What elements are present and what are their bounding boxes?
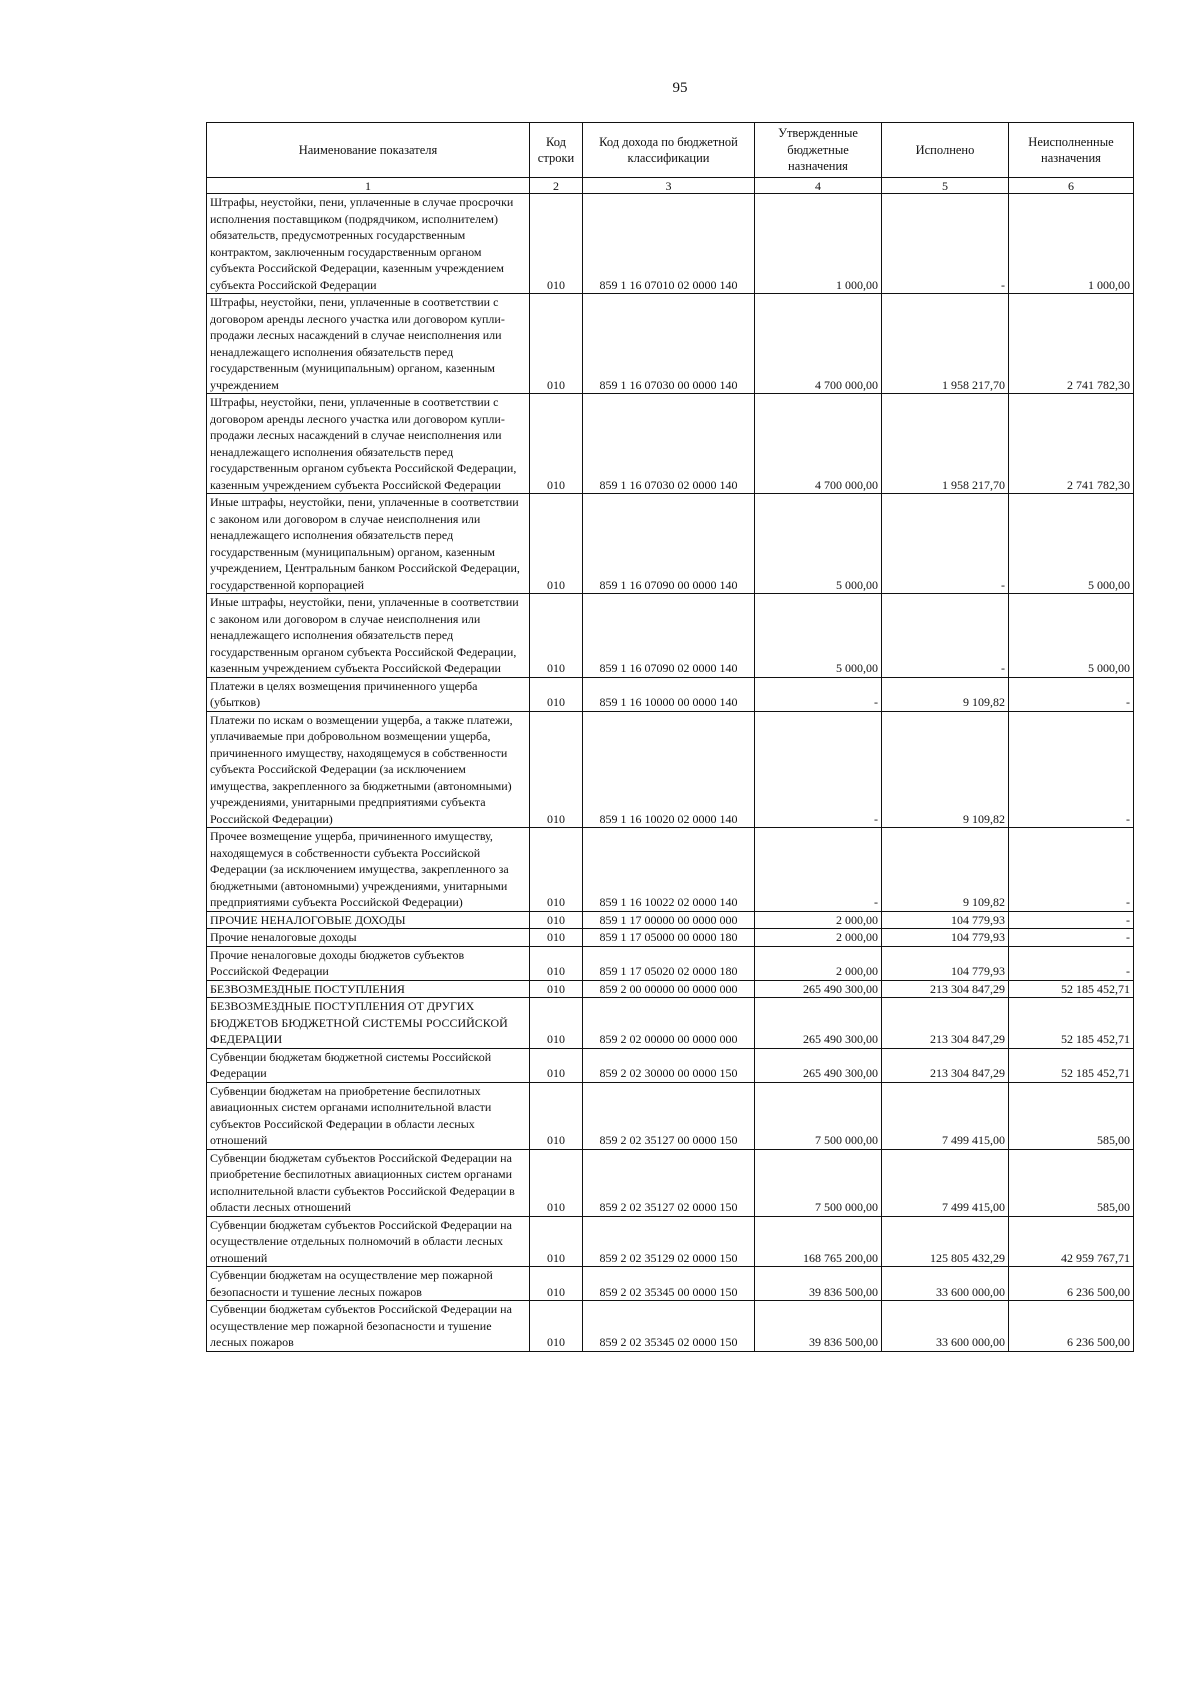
row-line-code: 010 xyxy=(530,1216,583,1267)
row-budget-code: 859 1 16 07090 00 0000 140 xyxy=(583,494,755,594)
row-approved: - xyxy=(755,677,882,711)
row-name: Субвенции бюджетам бюджетной системы Российской Федерации xyxy=(207,1048,530,1082)
row-executed: - xyxy=(882,594,1009,678)
row-unexecuted: 6 236 500,00 xyxy=(1009,1301,1134,1352)
row-budget-code: 859 2 00 00000 00 0000 000 xyxy=(583,980,755,998)
row-approved: 2 000,00 xyxy=(755,929,882,947)
row-approved: 7 500 000,00 xyxy=(755,1082,882,1149)
row-name: БЕЗВОЗМЕЗДНЫЕ ПОСТУПЛЕНИЯ ОТ ДРУГИХ БЮДЖЕТОВ БЮДЖЕТНОЙ СИСТЕМЫ РОССИЙСКОЙ ФЕДЕРАЦИИ xyxy=(207,998,530,1049)
row-line-code: 010 xyxy=(530,1149,583,1216)
column-number: 4 xyxy=(755,178,882,194)
table-row xyxy=(207,194,1134,294)
row-approved: 2 000,00 xyxy=(755,946,882,980)
row-name: Иные штрафы, неустойки, пени, уплаченные в соответствии с законом или договором в случае неисполнения или ненадлежащего исполнения обязательств перед государственным органом субъекта Российской Федерации, казенным учреждением субъекта Российской Федерации xyxy=(207,594,530,678)
row-budget-code: 859 1 16 07030 02 0000 140 xyxy=(583,394,755,494)
row-unexecuted: 585,00 xyxy=(1009,1082,1134,1149)
header-line-code: Код строки xyxy=(530,123,583,178)
row-approved: - xyxy=(755,828,882,912)
row-executed: 9 109,82 xyxy=(882,828,1009,912)
row-approved: 2 000,00 xyxy=(755,911,882,929)
row-executed: 104 779,93 xyxy=(882,929,1009,947)
row-approved: 5 000,00 xyxy=(755,494,882,594)
row-unexecuted: - xyxy=(1009,711,1134,828)
table-row xyxy=(207,929,1134,947)
row-name: Штрафы, неустойки, пени, уплаченные в соответствии с договором аренды лесного участка или договором купли-продажи лесных насаждений в случае неисполнения или ненадлежащего исполнения обязательств перед государственным (муниципальным) органом, казенным учреждением xyxy=(207,294,530,394)
row-budget-code: 859 2 02 35127 02 0000 150 xyxy=(583,1149,755,1216)
row-unexecuted: 5 000,00 xyxy=(1009,494,1134,594)
row-line-code: 010 xyxy=(530,911,583,929)
table-row xyxy=(207,594,1134,678)
table-row xyxy=(207,677,1134,711)
table-row xyxy=(207,1301,1134,1352)
row-unexecuted: 2 741 782,30 xyxy=(1009,394,1134,494)
row-budget-code: 859 1 16 07010 02 0000 140 xyxy=(583,194,755,294)
row-line-code: 010 xyxy=(530,394,583,494)
row-line-code: 010 xyxy=(530,980,583,998)
row-approved: 4 700 000,00 xyxy=(755,294,882,394)
row-budget-code: 859 2 02 00000 00 0000 000 xyxy=(583,998,755,1049)
row-executed: 9 109,82 xyxy=(882,711,1009,828)
row-budget-code: 859 1 16 10000 00 0000 140 xyxy=(583,677,755,711)
row-budget-code: 859 2 02 35129 02 0000 150 xyxy=(583,1216,755,1267)
row-name: Субвенции бюджетам субъектов Российской Федерации на осуществление мер пожарной безопасности и тушение лесных пожаров xyxy=(207,1301,530,1352)
row-budget-code: 859 1 16 07030 00 0000 140 xyxy=(583,294,755,394)
revenue-table xyxy=(206,122,1134,1352)
table-row xyxy=(207,1216,1134,1267)
row-approved: 7 500 000,00 xyxy=(755,1149,882,1216)
row-executed: 213 304 847,29 xyxy=(882,998,1009,1049)
row-executed: 1 958 217,70 xyxy=(882,294,1009,394)
row-name: Субвенции бюджетам субъектов Российской Федерации на осуществление отдельных полномочий в области лесных отношений xyxy=(207,1216,530,1267)
row-line-code: 010 xyxy=(530,594,583,678)
row-line-code: 010 xyxy=(530,1082,583,1149)
table-row xyxy=(207,1048,1134,1082)
row-line-code: 010 xyxy=(530,194,583,294)
row-line-code: 010 xyxy=(530,998,583,1049)
row-budget-code: 859 1 17 00000 00 0000 000 xyxy=(583,911,755,929)
header-approved: Утвержденные бюджетные назначения xyxy=(755,123,882,178)
table-row xyxy=(207,828,1134,912)
row-unexecuted: 6 236 500,00 xyxy=(1009,1267,1134,1301)
row-line-code: 010 xyxy=(530,929,583,947)
row-approved: 39 836 500,00 xyxy=(755,1301,882,1352)
row-executed: 104 779,93 xyxy=(882,911,1009,929)
row-budget-code: 859 2 02 35345 02 0000 150 xyxy=(583,1301,755,1352)
row-name: Иные штрафы, неустойки, пени, уплаченные в соответствии с законом или договором в случае неисполнения или ненадлежащего исполнения обязательств перед государственным (муниципальным) органом, казенным учреждением, Центральным банком Российской Федерации, государственной корпорацией xyxy=(207,494,530,594)
row-executed: - xyxy=(882,494,1009,594)
row-approved: 265 490 300,00 xyxy=(755,998,882,1049)
row-unexecuted: - xyxy=(1009,828,1134,912)
row-executed: 213 304 847,29 xyxy=(882,1048,1009,1082)
table-row xyxy=(207,1149,1134,1216)
row-executed: 125 805 432,29 xyxy=(882,1216,1009,1267)
row-budget-code: 859 1 17 05000 00 0000 180 xyxy=(583,929,755,947)
row-executed: 104 779,93 xyxy=(882,946,1009,980)
row-name: Прочие неналоговые доходы xyxy=(207,929,530,947)
row-unexecuted: 2 741 782,30 xyxy=(1009,294,1134,394)
table-row xyxy=(207,294,1134,394)
column-number: 5 xyxy=(882,178,1009,194)
row-line-code: 010 xyxy=(530,1048,583,1082)
column-number: 1 xyxy=(207,178,530,194)
row-unexecuted: 5 000,00 xyxy=(1009,594,1134,678)
header-executed: Исполнено xyxy=(882,123,1009,178)
column-number: 3 xyxy=(583,178,755,194)
row-executed: 33 600 000,00 xyxy=(882,1267,1009,1301)
column-number-row xyxy=(207,178,1134,194)
row-line-code: 010 xyxy=(530,677,583,711)
row-name: БЕЗВОЗМЕЗДНЫЕ ПОСТУПЛЕНИЯ xyxy=(207,980,530,998)
row-unexecuted: 52 185 452,71 xyxy=(1009,980,1134,998)
row-budget-code: 859 2 02 35127 00 0000 150 xyxy=(583,1082,755,1149)
header-unexecuted: Неисполненные назначения xyxy=(1009,123,1134,178)
row-executed: 9 109,82 xyxy=(882,677,1009,711)
column-number: 2 xyxy=(530,178,583,194)
row-line-code: 010 xyxy=(530,1267,583,1301)
row-budget-code: 859 1 16 10022 02 0000 140 xyxy=(583,828,755,912)
table-row xyxy=(207,1267,1134,1301)
row-approved: 4 700 000,00 xyxy=(755,394,882,494)
row-budget-code: 859 2 02 30000 00 0000 150 xyxy=(583,1048,755,1082)
header-row xyxy=(207,123,1134,178)
row-name: Прочее возмещение ущерба, причиненного имуществу, находящемуся в собственности субъекта Российской Федерации (за исключением имущества, закрепленного за бюджетными (автономными) учреждениями, унитарными предприятиями субъекта Российской Федерации) xyxy=(207,828,530,912)
row-name: Платежи по искам о возмещении ущерба, а также платежи, уплачиваемые при добровольном возмещении ущерба, причиненного имуществу, находящемуся в собственности субъекта Российской Федерации (за исключением имущества, закрепленного за бюджетными (автономными) учреждениями, унитарными предприятиями субъекта Российской Федерации) xyxy=(207,711,530,828)
row-budget-code: 859 1 17 05020 02 0000 180 xyxy=(583,946,755,980)
row-executed: 1 958 217,70 xyxy=(882,394,1009,494)
row-executed: - xyxy=(882,194,1009,294)
row-budget-code: 859 1 16 07090 02 0000 140 xyxy=(583,594,755,678)
table-row xyxy=(207,394,1134,494)
row-name: Субвенции бюджетам на осуществление мер пожарной безопасности и тушение лесных пожаров xyxy=(207,1267,530,1301)
row-budget-code: 859 1 16 10020 02 0000 140 xyxy=(583,711,755,828)
row-approved: 5 000,00 xyxy=(755,594,882,678)
row-line-code: 010 xyxy=(530,946,583,980)
table-row xyxy=(207,711,1134,828)
row-unexecuted: 52 185 452,71 xyxy=(1009,1048,1134,1082)
row-approved: 168 765 200,00 xyxy=(755,1216,882,1267)
table-row xyxy=(207,998,1134,1049)
row-unexecuted: 585,00 xyxy=(1009,1149,1134,1216)
table-row xyxy=(207,494,1134,594)
row-line-code: 010 xyxy=(530,711,583,828)
header-budget-code: Код дохода по бюджетной классификации xyxy=(583,123,755,178)
row-unexecuted: 42 959 767,71 xyxy=(1009,1216,1134,1267)
row-line-code: 010 xyxy=(530,828,583,912)
row-name: Штрафы, неустойки, пени, уплаченные в соответствии с договором аренды лесного участка или договором купли-продажи лесных насаждений в случае неисполнения или ненадлежащего исполнения обязательств перед государственным органом субъекта Российской Федерации, казенным учреждением субъекта Российской Федерации xyxy=(207,394,530,494)
row-approved: 265 490 300,00 xyxy=(755,980,882,998)
row-approved: 39 836 500,00 xyxy=(755,1267,882,1301)
row-executed: 7 499 415,00 xyxy=(882,1149,1009,1216)
row-line-code: 010 xyxy=(530,294,583,394)
row-approved: 1 000,00 xyxy=(755,194,882,294)
row-line-code: 010 xyxy=(530,1301,583,1352)
row-unexecuted: - xyxy=(1009,677,1134,711)
table-row xyxy=(207,911,1134,929)
table-row xyxy=(207,946,1134,980)
row-executed: 7 499 415,00 xyxy=(882,1082,1009,1149)
column-number: 6 xyxy=(1009,178,1134,194)
row-unexecuted: 1 000,00 xyxy=(1009,194,1134,294)
row-unexecuted: - xyxy=(1009,911,1134,929)
row-name: ПРОЧИЕ НЕНАЛОГОВЫЕ ДОХОДЫ xyxy=(207,911,530,929)
row-name: Платежи в целях возмещения причиненного ущерба (убытков) xyxy=(207,677,530,711)
table-row xyxy=(207,980,1134,998)
table-row xyxy=(207,1082,1134,1149)
row-name: Штрафы, неустойки, пени, уплаченные в случае просрочки исполнения поставщиком (подрядчиком, исполнителем) обязательств, предусмотренных государственным контрактом, заключенным государственным органом субъекта Российской Федерации, казенным учреждением субъекта Российской Федерации xyxy=(207,194,530,294)
row-name: Субвенции бюджетам субъектов Российской Федерации на приобретение беспилотных авиационных систем органами исполнительной власти субъектов Российской Федерации в области лесных отношений xyxy=(207,1149,530,1216)
row-executed: 213 304 847,29 xyxy=(882,980,1009,998)
row-name: Субвенции бюджетам на приобретение беспилотных авиационных систем органами исполнительной власти субъектов Российской Федерации в области лесных отношений xyxy=(207,1082,530,1149)
row-unexecuted: 52 185 452,71 xyxy=(1009,998,1134,1049)
row-unexecuted: - xyxy=(1009,946,1134,980)
row-unexecuted: - xyxy=(1009,929,1134,947)
page-number: 95 xyxy=(672,80,688,96)
header-name: Наименование показателя xyxy=(207,123,530,178)
row-budget-code: 859 2 02 35345 00 0000 150 xyxy=(583,1267,755,1301)
row-name: Прочие неналоговые доходы бюджетов субъектов Российской Федерации xyxy=(207,946,530,980)
row-approved: - xyxy=(755,711,882,828)
row-executed: 33 600 000,00 xyxy=(882,1301,1009,1352)
row-line-code: 010 xyxy=(530,494,583,594)
row-approved: 265 490 300,00 xyxy=(755,1048,882,1082)
